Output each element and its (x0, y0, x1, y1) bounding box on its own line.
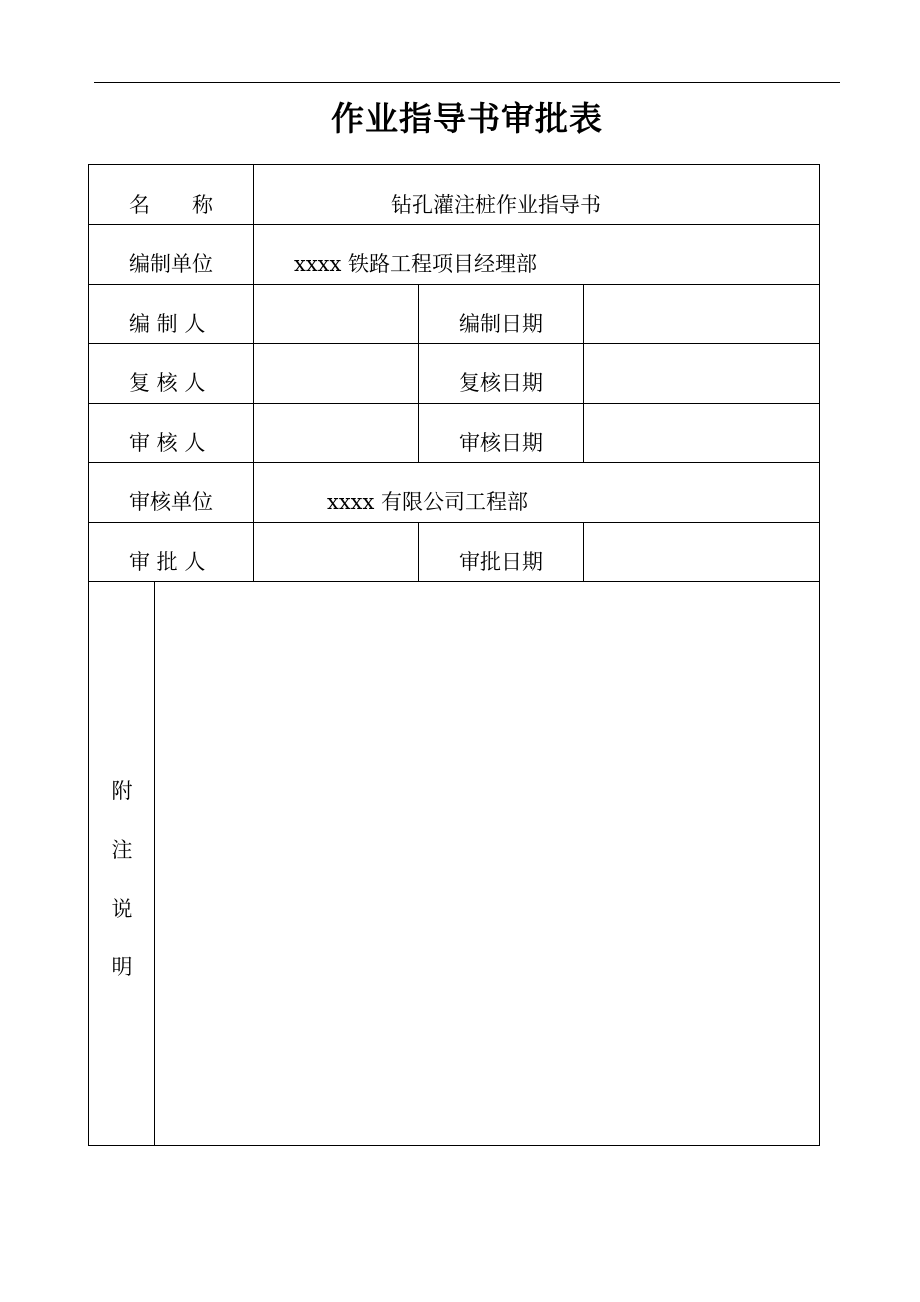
row-divider (89, 224, 819, 225)
compiler-label: 编 制 人 (129, 312, 206, 336)
top-rule (94, 82, 840, 83)
audit-date-label: 审核日期 (459, 431, 543, 455)
row-divider (89, 403, 819, 404)
row-divider (89, 462, 819, 463)
approver-label: 审 批 人 (129, 550, 206, 574)
date-column-divider (583, 522, 584, 581)
date-column-divider (418, 522, 419, 581)
review-date-label: 复核日期 (459, 371, 543, 395)
compile-unit-label: 编制单位 (129, 252, 213, 276)
compile-unit-value[interactable]: xxxx 铁路工程项目经理部 (294, 252, 538, 276)
compile-date-label: 编制日期 (459, 312, 543, 336)
row-divider (89, 581, 819, 582)
audit-unit-value[interactable]: xxxx 有限公司工程部 (327, 490, 529, 514)
notes-label-char: 附 (111, 779, 133, 803)
row-divider (89, 284, 819, 285)
auditor-label: 审 核 人 (129, 431, 206, 455)
approve-date-label: 审批日期 (459, 550, 543, 574)
label-column-divider (253, 165, 254, 581)
notes-content[interactable] (164, 595, 809, 1135)
row-divider (89, 522, 819, 523)
name-value[interactable]: 钻孔灌注桩作业指导书 (391, 193, 601, 217)
row-divider (89, 343, 819, 344)
audit-unit-label: 审核单位 (129, 490, 213, 514)
notes-label-char: 注 (111, 838, 133, 862)
notes-label-char: 说 (111, 897, 133, 921)
notes-label-char: 明 (111, 955, 133, 979)
name-label: 名 称 (129, 193, 213, 217)
date-column-divider (583, 284, 584, 462)
approval-form-table (88, 164, 820, 1146)
reviewer-label: 复 核 人 (129, 371, 206, 395)
page-title: 作业指导书审批表 (331, 99, 603, 138)
date-column-divider (418, 284, 419, 462)
